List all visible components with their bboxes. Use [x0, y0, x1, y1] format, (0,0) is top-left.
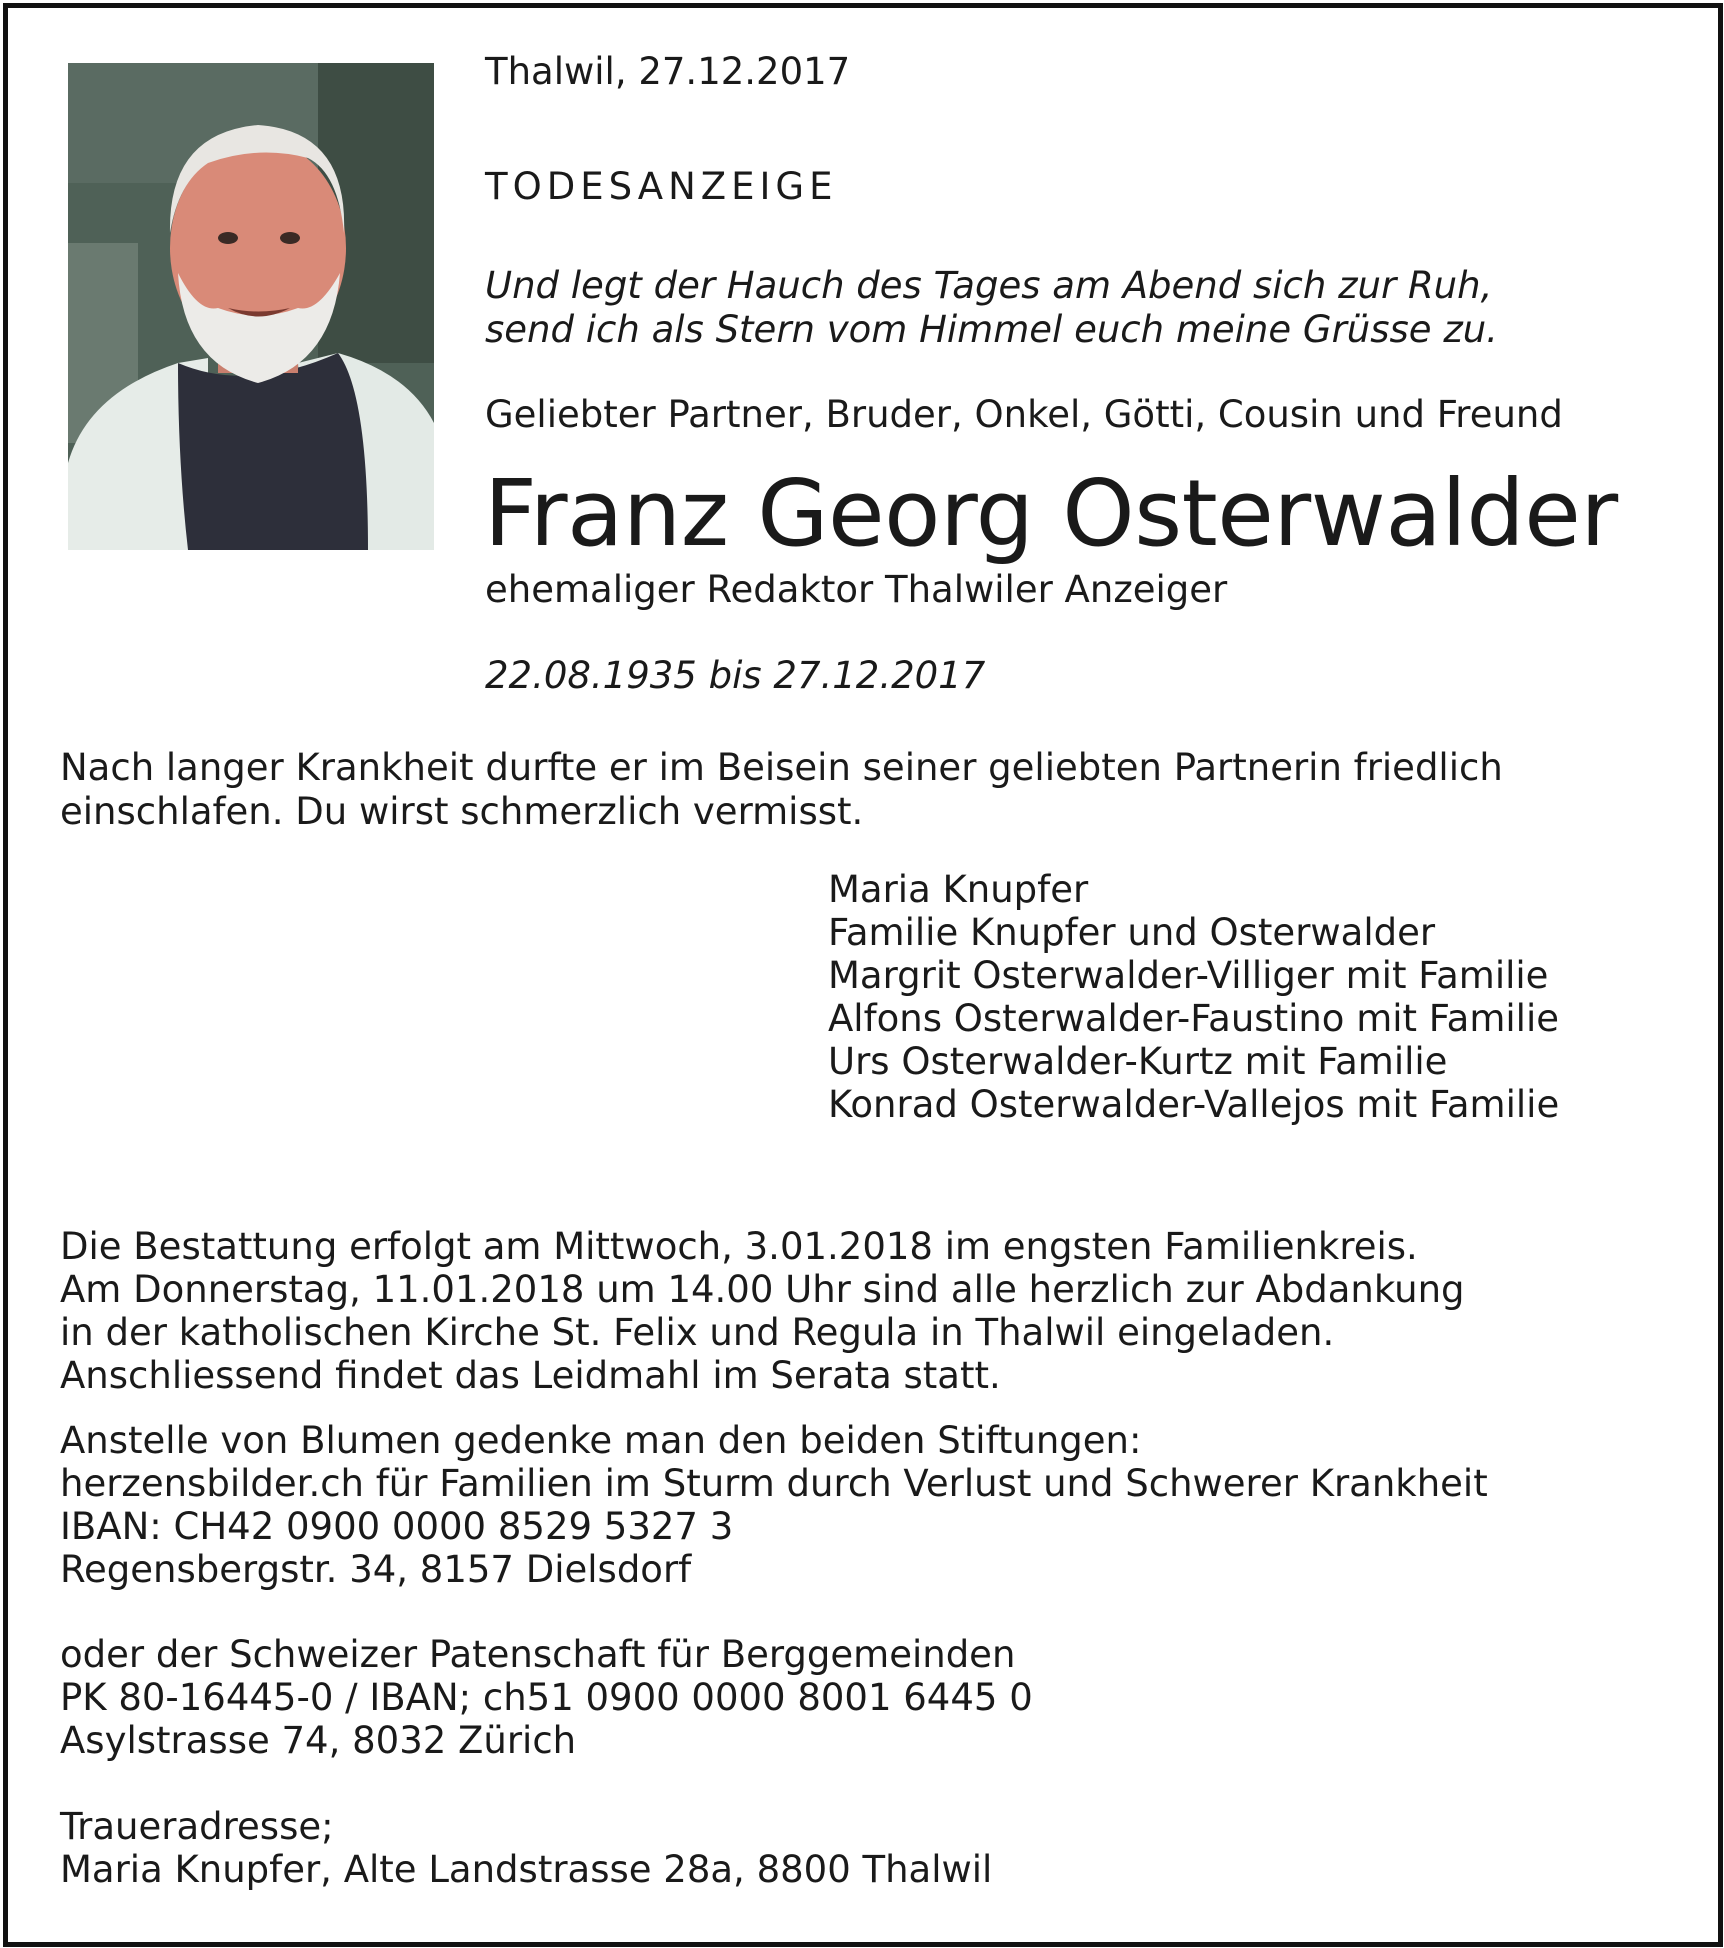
mourner: Margrit Osterwalder-Villiger mit Familie [828, 954, 1549, 997]
motto-line: send ich als Stern vom Himmel euch meine Grüsse zu. [485, 308, 1498, 351]
place-date: Thalwil, 27.12.2017 [485, 50, 851, 93]
portrait-photo-icon [68, 63, 434, 550]
donation-line: PK 80-16445-0 / IBAN; ch51 0900 0000 8001 6445 0 [60, 1676, 1033, 1719]
passing-line: Nach langer Krankheit durfte er im Beisein seiner geliebten Partnerin friedlich [60, 746, 1503, 789]
notice-heading: TODESANZEIGE [485, 165, 838, 208]
mourner: Maria Knupfer [828, 868, 1089, 911]
donation-line: oder der Schweizer Patenschaft für Berggemeinden [60, 1633, 1016, 1676]
donation-first [60, 1419, 1488, 1591]
donation-line: herzensbilder.ch für Familien im Sturm durch Verlust und Schwerer Krankheit [60, 1462, 1488, 1505]
passing-text [60, 746, 1503, 834]
burial-text [60, 1225, 1465, 1397]
mourner: Familie Knupfer und Osterwalder [828, 911, 1436, 954]
mourner: Konrad Osterwalder-Vallejos mit Familie [828, 1083, 1560, 1126]
donation-line: Regensbergstr. 34, 8157 Dielsdorf [60, 1548, 692, 1591]
deceased-name: Franz Georg Osterwalder [484, 460, 1618, 567]
donation-line: Anstelle von Blumen gedenke man den beiden Stiftungen: [60, 1419, 1142, 1462]
portrait-photo [68, 63, 434, 550]
mourners-list [828, 868, 1559, 1126]
donation-second [60, 1633, 1033, 1762]
address-line: Maria Knupfer, Alte Landstrasse 28a, 8800 Thalwil [60, 1848, 993, 1891]
donation-line: IBAN: CH42 0900 0000 8529 5327 3 [60, 1505, 734, 1548]
burial-line: in der katholischen Kirche St. Felix und Regula in Thalwil eingeladen. [60, 1311, 1335, 1354]
mourning-address [60, 1805, 992, 1891]
burial-line: Am Donnerstag, 11.01.2018 um 14.00 Uhr sind alle herzlich zur Abdankung [60, 1268, 1465, 1311]
motto-verse [485, 264, 1498, 352]
burial-line: Die Bestattung erfolgt am Mittwoch, 3.01.2018 im engsten Familienkreis. [60, 1225, 1418, 1268]
passing-line: einschlafen. Du wirst schmerzlich vermisst. [60, 790, 864, 833]
motto-line: Und legt der Hauch des Tages am Abend sich zur Ruh, [485, 264, 1493, 307]
life-dates: 22.08.1935 bis 27.12.2017 [485, 654, 986, 697]
mourner: Urs Osterwalder-Kurtz mit Familie [828, 1040, 1448, 1083]
mourner: Alfons Osterwalder-Faustino mit Familie [828, 997, 1560, 1040]
donation-line: Asylstrasse 74, 8032 Zürich [60, 1719, 577, 1762]
address-line: Traueradresse; [60, 1805, 334, 1848]
deceased-role: ehemaliger Redaktor Thalwiler Anzeiger [485, 568, 1228, 611]
burial-line: Anschliessend findet das Leidmahl im Serata statt. [60, 1354, 1001, 1397]
relation-line: Geliebter Partner, Bruder, Onkel, Götti, Cousin und Freund [485, 393, 1563, 436]
